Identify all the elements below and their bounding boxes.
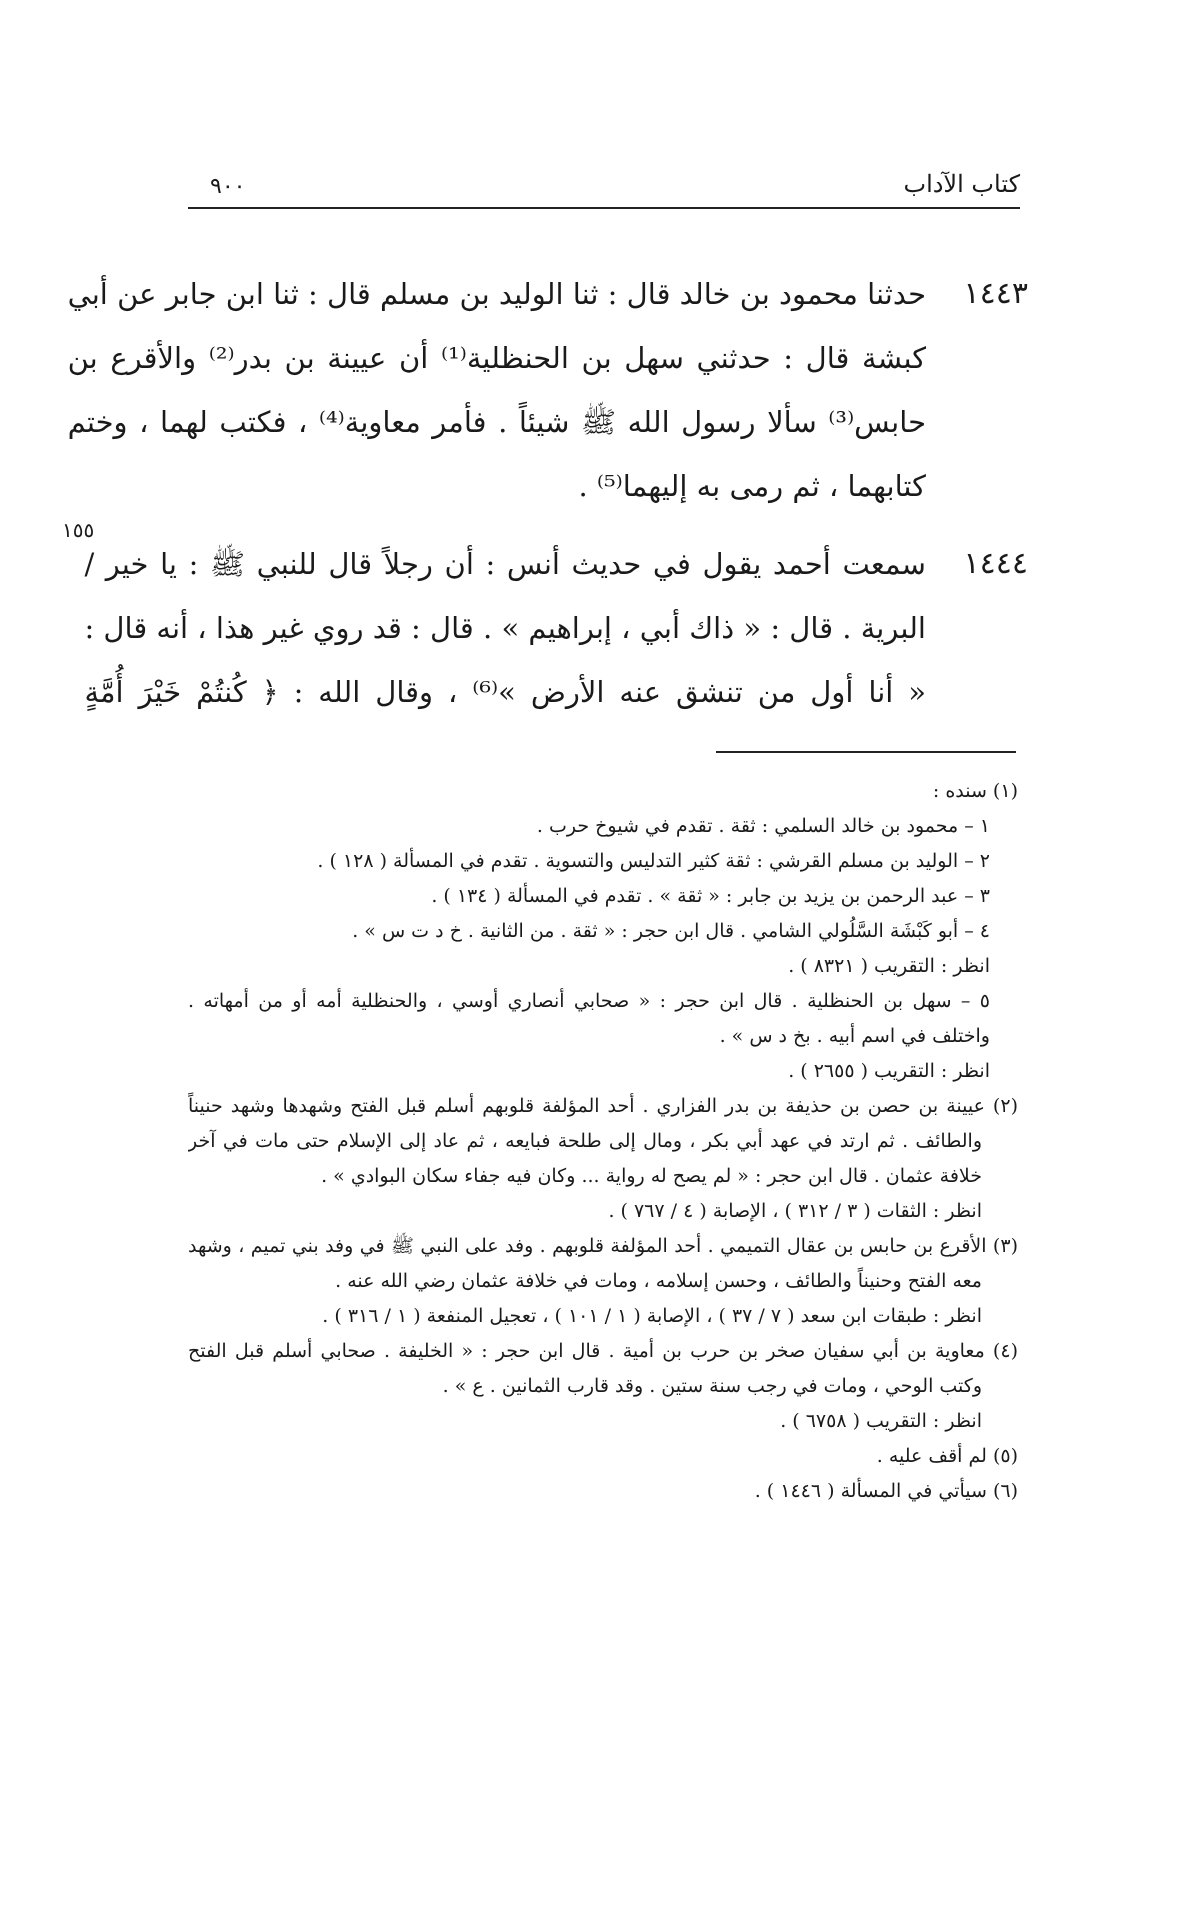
header-rule	[188, 207, 1020, 209]
footnote-5: (٥) لم أقف عليه .	[876, 1445, 1018, 1467]
footnote-rule	[716, 751, 1016, 753]
footnote-line: ١ – محمود بن خالد السلمي : ثقة . تقدم في شيوخ حرب .	[536, 815, 990, 837]
footnote-line: وكتب الوحي ، ومات في رجب سنة ستين . وقد قارب الثمانين . ع » .	[442, 1375, 982, 1397]
footnote-3: (٣) الأقرع بن حابس بن عقال التميمي . أحد المؤلفة قلوبهم . وفد على النبي ﷺ في وفد بني تميم ، وشهد	[188, 1235, 1018, 1257]
footnote-line: ٥ – سهل بن الحنظلية . قال ابن حجر : « صحابي أنصاري أوسي ، والحنظلية أمه أو من أمهاته .	[188, 990, 990, 1012]
footnote-line: معه الفتح وحنيناً والطائف ، وحسن إسلامه ، ومات في خلافة عثمان رضي الله عنه .	[335, 1270, 982, 1292]
paragraph-body	[68, 262, 926, 518]
footnote-4: (٤) معاوية بن أبي سفيان صخر بن حرب بن أمية . قال ابن حجر : « الخليفة . صحابي أسلم قبل الفتح	[188, 1340, 1018, 1362]
text-line: كبشة قال : حدثني سهل بن الحنظلية⁽¹⁾ أن عيينة بن بدر⁽²⁾ والأقرع بن	[67, 341, 926, 375]
footnote-line: انظر : التقريب ( ٢٦٥٥ ) .	[788, 1060, 990, 1082]
footnote-line: انظر : طبقات ابن سعد ( ٧ / ٣٧ ) ، الإصابة ( ١ / ١٠١ ) ، تعجيل المنفعة ( ١ / ٣١٦ ) .	[322, 1305, 982, 1327]
footnote-6: (٦) سيأتي في المسألة ( ١٤٤٦ ) .	[754, 1480, 1018, 1502]
footnote-line: ٢ – الوليد بن مسلم القرشي : ثقة كثير التدليس والتسوية . تقدم في المسألة ( ١٢٨ ) .	[317, 850, 990, 872]
footnote-line: والطائف . ثم ارتد في عهد أبي بكر ، ومال إلى طلحة فبايعه ، ثم عاد إلى الإسلام حتى مات في آخر	[188, 1130, 983, 1152]
footnote-line: ٤ – أبو كَبْشَة السَّلُولي الشامي . قال ابن حجر : « ثقة . من الثانية . خ د ت س » .	[352, 920, 990, 942]
footnote-line: انظر : الثقات ( ٣ / ٣١٢ ) ، الإصابة ( ٤ / ٧٦٧ ) .	[608, 1200, 982, 1222]
paragraph-body	[84, 532, 926, 724]
paragraph-1444	[84, 532, 1028, 724]
paragraph-number: ١٤٤٤	[963, 546, 1028, 581]
footnote-1-heading: (١) سنده :	[932, 780, 1018, 802]
footnote-line: انظر : التقريب ( ٨٣٢١ ) .	[788, 955, 990, 977]
footnote-2: (٢) عيينة بن حصن بن حذيفة بن بدر الفزاري . أحد المؤلفة قلوبهم أسلم قبل الفتح وشهدها وشهد حنيناً	[188, 1095, 1018, 1117]
text-line: كتابهما ، ثم رمى به إليهما⁽⁵⁾ .	[578, 469, 926, 503]
text-line: البرية . قال : « ذاك أبي ، إبراهيم » . قال : قد روي غير هذا ، أنه قال :	[84, 611, 926, 645]
text-line: حابس⁽³⁾ سألا رسول الله ﷺ شيئاً . فأمر معاوية⁽⁴⁾ ، فكتب لهما ، وختم	[67, 405, 926, 439]
text-line: « أنا أول من تنشق عنه الأرض »⁽⁶⁾ ، وقال الله : ﴿ كُنتُمْ خَيْرَ أُمَّةٍ	[84, 675, 926, 709]
book-title: كتاب الآداب	[903, 170, 1020, 198]
footnotes	[188, 774, 1018, 1509]
text-line: حدثنا محمود بن خالد قال : ثنا الوليد بن مسلم قال : ثنا ابن جابر عن أبي	[67, 277, 926, 311]
footnote-line: ٣ – عبد الرحمن بن يزيد بن جابر : « ثقة » . تقدم في المسألة ( ١٣٤ ) .	[431, 885, 990, 907]
page-header	[188, 170, 1020, 206]
footnote-line: خلافة عثمان . قال ابن حجر : « لم يصح له رواية ... وكان فيه جفاء سكان البوادي » .	[321, 1165, 982, 1187]
text-line: سمعت أحمد يقول في حديث أنس : أن رجلاً قال للنبي ﷺ : يا خير /	[84, 547, 926, 581]
footnote-line: انظر : التقريب ( ٦٧٥٨ ) .	[780, 1410, 982, 1432]
paragraph-1443	[67, 262, 1028, 518]
paragraph-number: ١٤٤٣	[963, 276, 1028, 311]
margin-note: ١٥٥	[62, 518, 95, 542]
page-number: ٩٠٠	[210, 174, 246, 199]
footnote-line: واختلف في اسم أبيه . بخ د س » .	[719, 1025, 990, 1047]
